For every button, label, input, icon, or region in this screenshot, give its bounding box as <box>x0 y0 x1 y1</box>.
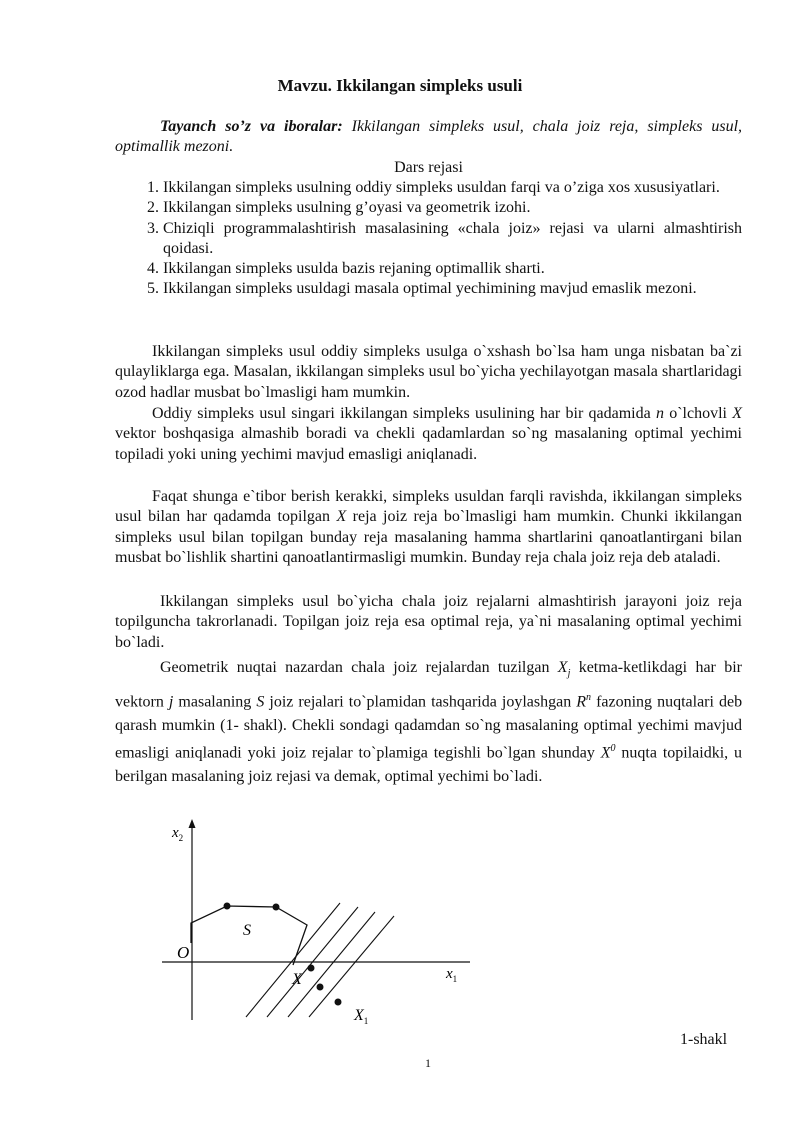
keywords-paragraph <box>115 117 742 158</box>
point-label-X: X <box>292 971 302 988</box>
paragraph-5-part-e: fazoning nuqtalari deb qarash mumkin (1- shakl). Chekli sondagi qadamdan so`ng masalaning optimal yechimi mavjud emasligi aniqlanadi yoki joiz rejalar to`plamiga tegishli bo`lgan shunday <box>115 693 743 762</box>
plan-item: 3. Chiziqli programmalashtirish masalasining «chala joiz» rejasi va ularni almashtirish qoidasi. <box>163 219 742 260</box>
math-S: S <box>256 693 265 711</box>
plan-point <box>308 965 315 972</box>
math-X0: X <box>600 744 611 762</box>
paragraph-3-part-a: Faqat shunga e`tibor berish kerakki, simpleks usuldan farqli ravishda, ikkilangan simpleks usul bilan har qadamda topilgan <box>115 488 742 526</box>
plan-item: 2. Ikkilangan simpleks usulning g’oyasi va geometrik izohi. <box>163 198 742 218</box>
paragraph-1: Ikkilangan simpleks usul oddiy simpleks usulga o`xshash bo`lsa ham unga nisbatan ba`zi qulayliklarga ega. Masalan, ikkilangan simpleks usul bo`yicha yechilayotgan masala shartlaridagi ozod hadlar musbat bo`lmasligi ham mumkin. <box>115 343 742 401</box>
plan-list <box>115 178 742 300</box>
x2-axis-arrow <box>189 819 196 828</box>
paragraph-5-part-d: joiz rejalari to`plamidan tashqarida joylashgan <box>269 693 572 711</box>
math-R: R <box>576 693 587 711</box>
paragraph-3-part-b: reja joiz reja bo`lmasligi ham mumkin. Chunki ikkilangan simpleks usul bilan topilgan bunday reja masalaning hamma shartlarini qanoatlantirgani bilan musbat bo`lishlik shartini qanoatlantirmasligi mumkin. Bunday reja chala joiz reja deb ataladi. <box>115 508 743 566</box>
math-X: X <box>336 508 347 526</box>
vertex-point <box>224 903 231 910</box>
region-label-S: S <box>243 922 251 939</box>
math-j-subscript: j <box>567 668 571 680</box>
math-j: j <box>168 693 174 711</box>
math-n: n <box>655 405 664 422</box>
figure-1-diagram <box>150 815 480 1030</box>
plan-item: 5. Ikkilangan simpleks usuldagi masala optimal yechimining mavjud emaslik mezoni. <box>163 279 742 299</box>
page-number: 1 <box>425 1056 431 1070</box>
plan-heading: Dars rejasi <box>394 159 463 176</box>
point-label-X1: $X_1$ <box>354 1007 369 1026</box>
objective-level-line <box>309 916 394 1017</box>
plan-point <box>317 984 324 991</box>
paragraph-2-part-a: Oddiy simpleks usul singari ikkilangan simpleks usulining har bir qadamida <box>152 405 651 422</box>
paragraph-5-part-a: Geometrik nuqtai nazardan chala joiz rejalardan tuzilgan <box>160 659 550 676</box>
paragraph-2-part-c: vektor boshqasiga almashib boradi va chekli qadamlardan so`ng masalaning optimal yechimi topiladi yoki uning yechimi mavjud emasligi aniqlanadi. <box>115 425 742 463</box>
page-title: Mavzu. Ikkilangan simpleks usuli <box>277 76 523 95</box>
plan-point-x1 <box>335 999 342 1006</box>
origin-label: O <box>177 943 190 962</box>
axis-label-x1: $x_1$ <box>446 966 458 984</box>
figure-caption: 1-shakl <box>680 1031 728 1048</box>
math-0-superscript: 0 <box>610 743 616 755</box>
plan-item: 4. Ikkilangan simpleks usulda bazis rejaning optimallik sharti. <box>163 259 742 279</box>
paragraph-3 <box>115 487 742 568</box>
axis-label-x2: $x_2$ <box>172 825 184 843</box>
plan-item: 1. Ikkilangan simpleks usulning oddiy simpleks usuldan farqi va o’ziga xos xususiyatlari. <box>163 178 742 198</box>
paragraph-2-part-b: o`lchovli <box>669 405 727 422</box>
paragraph-5 <box>115 656 742 789</box>
math-n-superscript: n <box>586 691 592 703</box>
paragraph-5-part-f: nuqta topilaidki, u berilgan masalaning joiz rejasi va demak, optimal yechimi bo`ladi. <box>115 744 743 786</box>
paragraph-5-part-c: masalaning <box>178 693 252 711</box>
paragraph-5-part-b: ketma-ketlikdagi har bir vektorn <box>115 659 742 711</box>
paragraph-2 <box>115 404 742 465</box>
objective-level-line <box>246 903 340 1017</box>
math-X: X <box>732 405 743 422</box>
vertex-point <box>273 904 280 911</box>
objective-level-line <box>288 912 375 1017</box>
paragraph-4: Ikkilangan simpleks usul bo`yicha chala joiz rejalarni almashtirish jarayoni joiz reja topilguncha takrorlanadi. Topilgan joiz reja esa optimal reja, ya`ni masalaning optimal yechimi bo`ladi. <box>115 593 742 651</box>
math-X: X <box>557 659 568 676</box>
keywords-text: Ikkilangan simpleks usul, chala joiz reja, simpleks usul, optimallik mezoni. <box>115 118 743 156</box>
keywords-label: Tayanch so’z va iboralar: <box>160 118 343 135</box>
